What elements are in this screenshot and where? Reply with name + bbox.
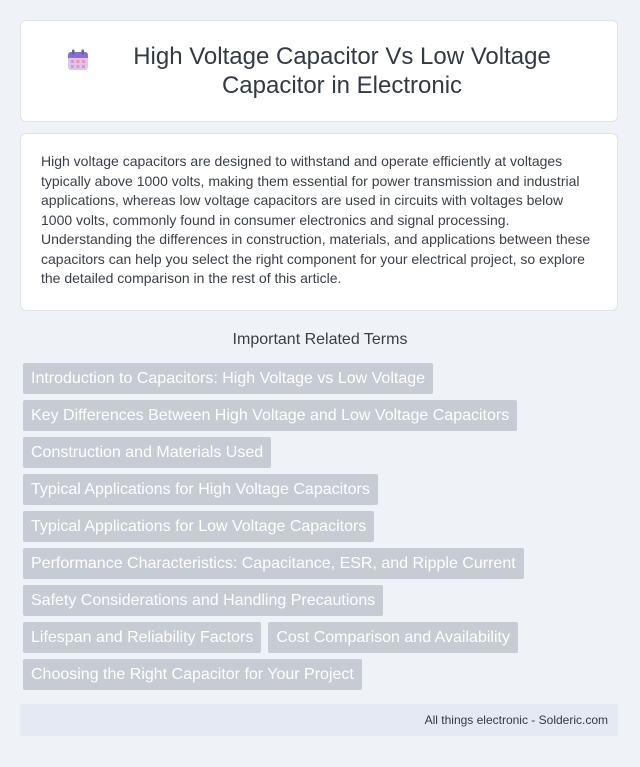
tag-row <box>23 548 623 579</box>
tag-row <box>23 659 623 690</box>
title-wrap <box>21 42 617 100</box>
tag-row <box>23 363 623 394</box>
footer: All things electronic - Solderic.com <box>20 704 618 736</box>
related-term-tag[interactable]: Key Differences Between High Voltage and Low Voltage Capacitors <box>23 400 517 431</box>
related-term-tag[interactable]: Introduction to Capacitors: High Voltage vs Low Voltage <box>23 363 433 394</box>
related-term-tag[interactable]: Typical Applications for Low Voltage Capacitors <box>23 511 374 542</box>
title-card <box>20 20 618 122</box>
related-terms-heading: Important Related Terms <box>232 331 408 348</box>
tag-row <box>23 474 623 505</box>
related-terms-list <box>23 363 623 696</box>
tag-row <box>23 585 623 616</box>
tag-row <box>23 437 623 468</box>
tag-row <box>23 511 623 542</box>
tag-row <box>23 622 623 653</box>
calendar-icon <box>66 48 90 72</box>
related-term-tag[interactable]: Construction and Materials Used <box>23 437 271 468</box>
related-term-tag[interactable]: Typical Applications for High Voltage Capacitors <box>23 474 378 505</box>
intro-paragraph: High voltage capacitors are designed to withstand and operate efficiently at voltages typically above 1000 volts, making them essential for power transmission and industrial applications, whereas low voltage capacitors are used in circuits with voltages below 1000 volts, commonly found in consumer electronics and signal processing. Understanding the differences in construction, materials, and applications between these capacitors can help you select the right component for your electrical project, so explore the detailed comparison in the rest of this article. <box>41 153 591 286</box>
page-title: High Voltage Capacitor Vs Low Voltage Capacitor in Electronic <box>133 43 551 99</box>
related-term-tag[interactable]: Performance Characteristics: Capacitance, ESR, and Ripple Current <box>23 548 524 579</box>
related-term-tag[interactable]: Choosing the Right Capacitor for Your Project <box>23 659 362 690</box>
related-term-tag[interactable]: Cost Comparison and Availability <box>268 622 518 653</box>
intro-card <box>20 133 618 311</box>
tag-row <box>23 400 623 431</box>
related-term-tag[interactable]: Lifespan and Reliability Factors <box>23 622 261 653</box>
related-term-tag[interactable]: Safety Considerations and Handling Precautions <box>23 585 383 616</box>
